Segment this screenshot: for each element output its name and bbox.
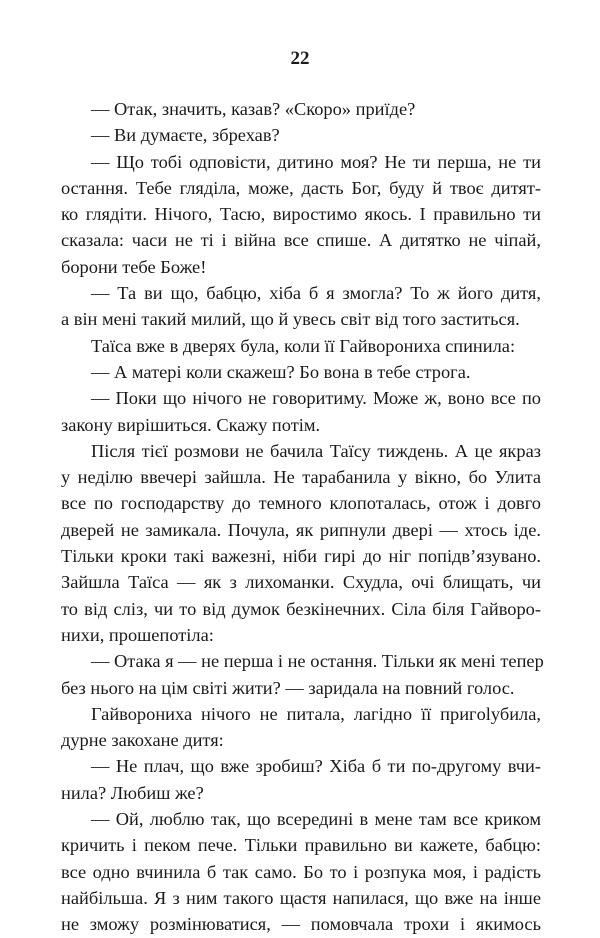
- text-line: сказала: часи не ті і війна все спише. А дитятко не чіпай,: [61, 230, 541, 251]
- page-number: 22: [290, 48, 310, 69]
- text-line: остання. Тебе гляділа, може, дасть Бог, буду й твоє дитят-: [61, 177, 541, 198]
- text-line: без нього на цім світі жити? — заридала на повний голос.: [61, 677, 515, 698]
- text-line: дверей не замикала. Почула, як рипнули двері — хтось іде.: [61, 519, 541, 540]
- text-line: Зайшла Таїса — як з лихоманки. Схудла, очі блищать, чи: [61, 572, 541, 593]
- text-line: — Ой, люблю так, що всередині в мене там все криком: [91, 809, 541, 830]
- text-line: найбільша. Я з ним такого щастя напилася, що вже на інше: [61, 887, 541, 908]
- text-line: дурне закохане дитя:: [61, 730, 224, 751]
- text-line: — Та ви що, бабцю, хіба б я змогла? То ж його дитя,: [91, 283, 541, 304]
- text-line: — Що тобі одповісти, дитино моя? Не ти перша, не ти: [91, 151, 541, 172]
- text-line: все по господарству до темного клопоталась, отож і довго: [61, 493, 541, 514]
- text-line: ко глядіти. Нічого, Тасю, виростимо якось. І правильно ти: [61, 204, 541, 225]
- text-line: то від сліз, чи то від думок безкінечних. Сіла біля Гайворо-: [61, 598, 541, 619]
- text-line: Після тієї розмови не бачила Таїсу тиждень. А це якраз: [91, 440, 541, 461]
- text-line: — Поки що нічого не говоритиму. Може ж, воно все по: [91, 388, 541, 409]
- text-line: все одно вчинила б так само. Бо то і розпука моя, і радість: [61, 861, 541, 882]
- body-text: [61, 96, 544, 938]
- text-line: — Не плач, що вже зробиш? Хіба б ти по-другому вчи-: [91, 756, 541, 777]
- text-line: у неділю ввечері зайшла. Не тарабанила у вікно, бо Улита: [61, 467, 541, 488]
- text-line: борони тебе Боже!: [61, 256, 207, 277]
- text-line: — Отак, значить, казав? «Скоро» приїде?: [91, 99, 416, 119]
- text-line: Таїса вже в дверях була, коли її Гайворониха спинила:: [91, 335, 516, 356]
- text-line: — Ви думаєте, збрехав?: [91, 125, 280, 146]
- text-line: нихи, прошепотіла:: [61, 624, 214, 645]
- text-line: — Отака я — не перша і не остання. Тільки як мені тепер: [91, 651, 544, 672]
- text-line: а він мені такий милий, що й увесь світ від того заститься.: [61, 309, 520, 330]
- text-line: Гайворониха нічого не питала, лагідно її пригolубила,: [91, 703, 541, 724]
- text-line: нила? Любиш же?: [61, 782, 204, 803]
- text-line: — А матері коли скажеш? Бо вона в тебе строга.: [91, 361, 471, 382]
- text-line: Тільки кроки такі важезні, ніби гирі до ніг попідв’язувано.: [61, 546, 541, 567]
- text-line: закону вирішиться. Скажу потім.: [61, 414, 321, 435]
- text-line: кричить і пеком пече. Тільки правильно ви кажете, бабцю:: [61, 835, 541, 856]
- text-line: не зможу розмінюватися, — помовчала трохи і якимось: [61, 914, 541, 935]
